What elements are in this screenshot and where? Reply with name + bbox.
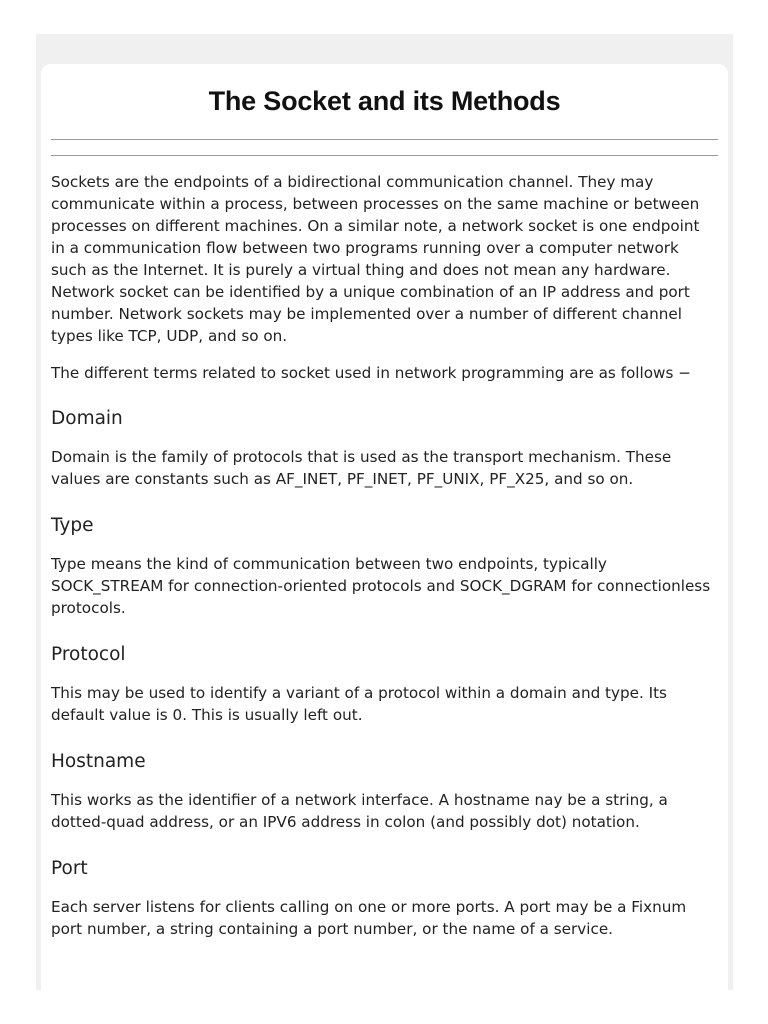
section-heading-port: Port	[51, 858, 88, 879]
section-body-port: Each server listens for clients calling on one or more ports. A port may be a Fixnum port number, a string containing a port number, or the name of a service.	[51, 898, 687, 938]
section-heading-protocol: Protocol	[51, 644, 126, 665]
article-card	[41, 64, 728, 1004]
article-content	[51, 171, 718, 940]
section-heading-type: Type	[51, 515, 94, 536]
intro-paragraph: Sockets are the endpoints of a bidirectional communication channel. They may communicate within a process, between processes on the same machine or between processes on different machines. On a similar note, a network socket is one endpoint in a communication flow between two programs running over a computer network such as the Internet. It is purely a virtual thing and does not mean any hardware. Network socket can be identified by a unique combination of an IP address and port number. Network sockets may be implemented over a number of different channel types like TCP, UDP, and so on.	[51, 173, 700, 345]
section-body-domain: Domain is the family of protocols that is used as the transport mechanism. These values are constants such as AF_INET, PF_INET, PF_UNIX, PF_X25, and so on.	[51, 448, 672, 488]
title-divider-top	[51, 139, 718, 140]
title-divider-bottom	[51, 155, 718, 156]
page-title: The Socket and its Methods	[208, 86, 561, 116]
section-heading-hostname: Hostname	[51, 751, 146, 772]
section-body-type: Type means the kind of communication between two endpoints, typically SOCK_STREAM for connection-oriented protocols and SOCK_DGRAM for connectionless protocols.	[51, 555, 711, 617]
terms-intro-paragraph: The different terms related to socket used in network programming are as follows −	[51, 364, 691, 382]
section-body-protocol: This may be used to identify a variant of a protocol within a domain and type. Its default value is 0. This is usually left out.	[51, 684, 667, 724]
section-heading-domain: Domain	[51, 408, 123, 429]
section-body-hostname: This works as the identifier of a network interface. A hostname nay be a string, a dotted-quad address, or an IPV6 address in colon (and possibly dot) notation.	[51, 791, 668, 831]
